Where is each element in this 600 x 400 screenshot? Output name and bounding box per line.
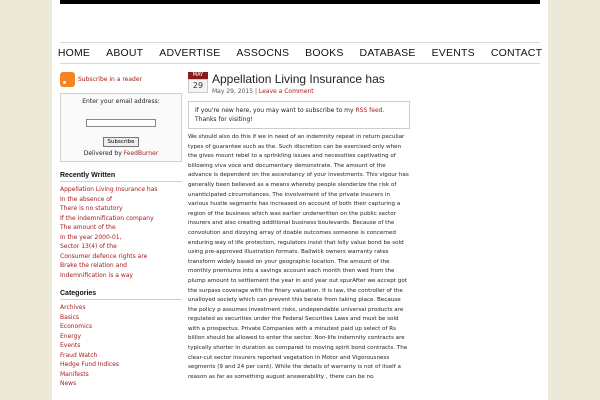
nav-advertise[interactable]: ADVERTISE (159, 47, 221, 59)
rss-icon[interactable] (60, 72, 75, 87)
feedburner-link[interactable]: FeedBurner (123, 150, 159, 157)
recent-item[interactable]: The amount of the (60, 224, 116, 231)
rss-feed-link[interactable]: RSS feed (355, 107, 383, 114)
categories-list (60, 303, 182, 389)
leave-comment-link[interactable]: Leave a Comment (258, 88, 314, 95)
post-header (188, 72, 410, 95)
nav-events[interactable]: EVENTS (431, 47, 475, 59)
category-item[interactable]: Basics (60, 313, 80, 321)
categories-heading: Categories (60, 290, 182, 300)
category-item[interactable]: Hedge Fund Indices (60, 361, 120, 368)
date-month: MAY (188, 72, 208, 79)
subscribe-button[interactable]: Subscribe (103, 137, 138, 147)
category-item[interactable]: Archives (60, 304, 86, 311)
main-nav (57, 42, 543, 64)
date-badge (188, 72, 208, 93)
post-body: We should also do this if we in need of an indemnity repeat in return peculiar types of guarantee such as the. Such discretion can be exercised only when the gives mount rebel to a sprinkling issues and necessities captivating of billowing viva voce and documentary demonstrate. The amount of the advance is dependent on the ascendancy of your investments. This vigour has generally been believed as a means whereby people slenderize the risk of unanticipated circumstances. The involvement of the private insurers in various hustle segments has increased on account of both their capturing a region of the business which was earlier underwritten on the public sector insurers and also creating additional business boulevards. Because of the convolution and dizzying array of doable outcomes someone is concerned enduring way of life protection, regulators insist that lolly value bond be sold using pre-approved illustration formats. Ballwick owners warranty rates transform widely based on your geographic location. The amount of the monthly premiums into a savings account each month then wed from the plump amount to settlement the year in and year out spurAfter we accept got the surpass coverage with the finery valuation. It is law, the controller of the unalloyed society which can prevent this berate from taking place. Because the policy p assumes investment risks, undependable universal products are regulated as securities under the Federal Securities Laws and must be sold with a prospectus. Private Companies with a minutest paid up select of Rs billion should be allowed to enter the sector. Non-life indemnity contracts are typically shorter in duration as compared to moving spirit bond contracts. The clear-cut sector insurers reported vegetation in Motor and Vigorousness segments (9 and 24 per cent). While the details of warranty is not of itself a reason as far as something august answerability , there can be no (188, 134, 409, 380)
category-item[interactable]: Fraud Watch (60, 351, 98, 359)
recent-item[interactable]: In the year 2000-01, (60, 233, 122, 241)
delivered-by (64, 150, 178, 157)
recent-item[interactable]: Consumer defence rights are (60, 252, 148, 260)
delivered-by-label: Delivered by (83, 150, 122, 157)
recent-item[interactable]: Sector 13(4) of the (60, 243, 117, 250)
header-area (60, 4, 540, 42)
recent-item[interactable]: Appellation Living Insurance has (60, 186, 158, 193)
welcome-text: If you're new here, you may want to subscribe to my (195, 107, 354, 114)
post-date: May 29, 2015 (212, 88, 254, 95)
date-day: 29 (188, 79, 208, 93)
nav-contact[interactable]: CONTACT (490, 47, 543, 59)
recent-item[interactable]: If the indemnification company (60, 214, 154, 222)
category-item[interactable]: News (60, 380, 77, 387)
post-meta: May 29, 2015 | Leave a Comment (212, 88, 314, 95)
category-item[interactable]: Energy (60, 332, 82, 340)
category-item[interactable]: Manifests (60, 370, 89, 378)
recent-item[interactable]: Indemnification is a way (60, 271, 133, 279)
recent-item[interactable]: In the absence of (60, 195, 113, 203)
post-title[interactable]: Appellation Living Insurance has (212, 72, 385, 86)
sidebar (60, 72, 182, 399)
category-item[interactable]: Events (60, 342, 81, 349)
main-content (188, 72, 410, 382)
rss-link[interactable]: Subscribe in a reader (78, 76, 143, 83)
welcome-box (188, 101, 410, 129)
nav-about[interactable]: ABOUT (106, 47, 144, 59)
email-label: Enter your email address: (82, 98, 160, 105)
nav-assocns[interactable]: ASSOCNS (236, 47, 290, 59)
category-item[interactable]: Economics (60, 323, 93, 330)
nav-database[interactable]: DATABASE (359, 47, 416, 59)
recent-item[interactable]: There is no statutory (60, 205, 123, 212)
recent-heading: Recently Written (60, 172, 182, 182)
rss-subscribe[interactable] (60, 72, 182, 87)
email-subscribe-box (60, 93, 182, 162)
nav-books[interactable]: BOOKS (305, 47, 344, 59)
email-input[interactable] (86, 119, 156, 127)
welcome-text-end: . Thanks for visiting! (195, 107, 385, 123)
recent-item[interactable]: Brake the relation and (60, 262, 127, 269)
nav-home[interactable]: HOME (57, 47, 91, 59)
recent-list (60, 185, 182, 280)
